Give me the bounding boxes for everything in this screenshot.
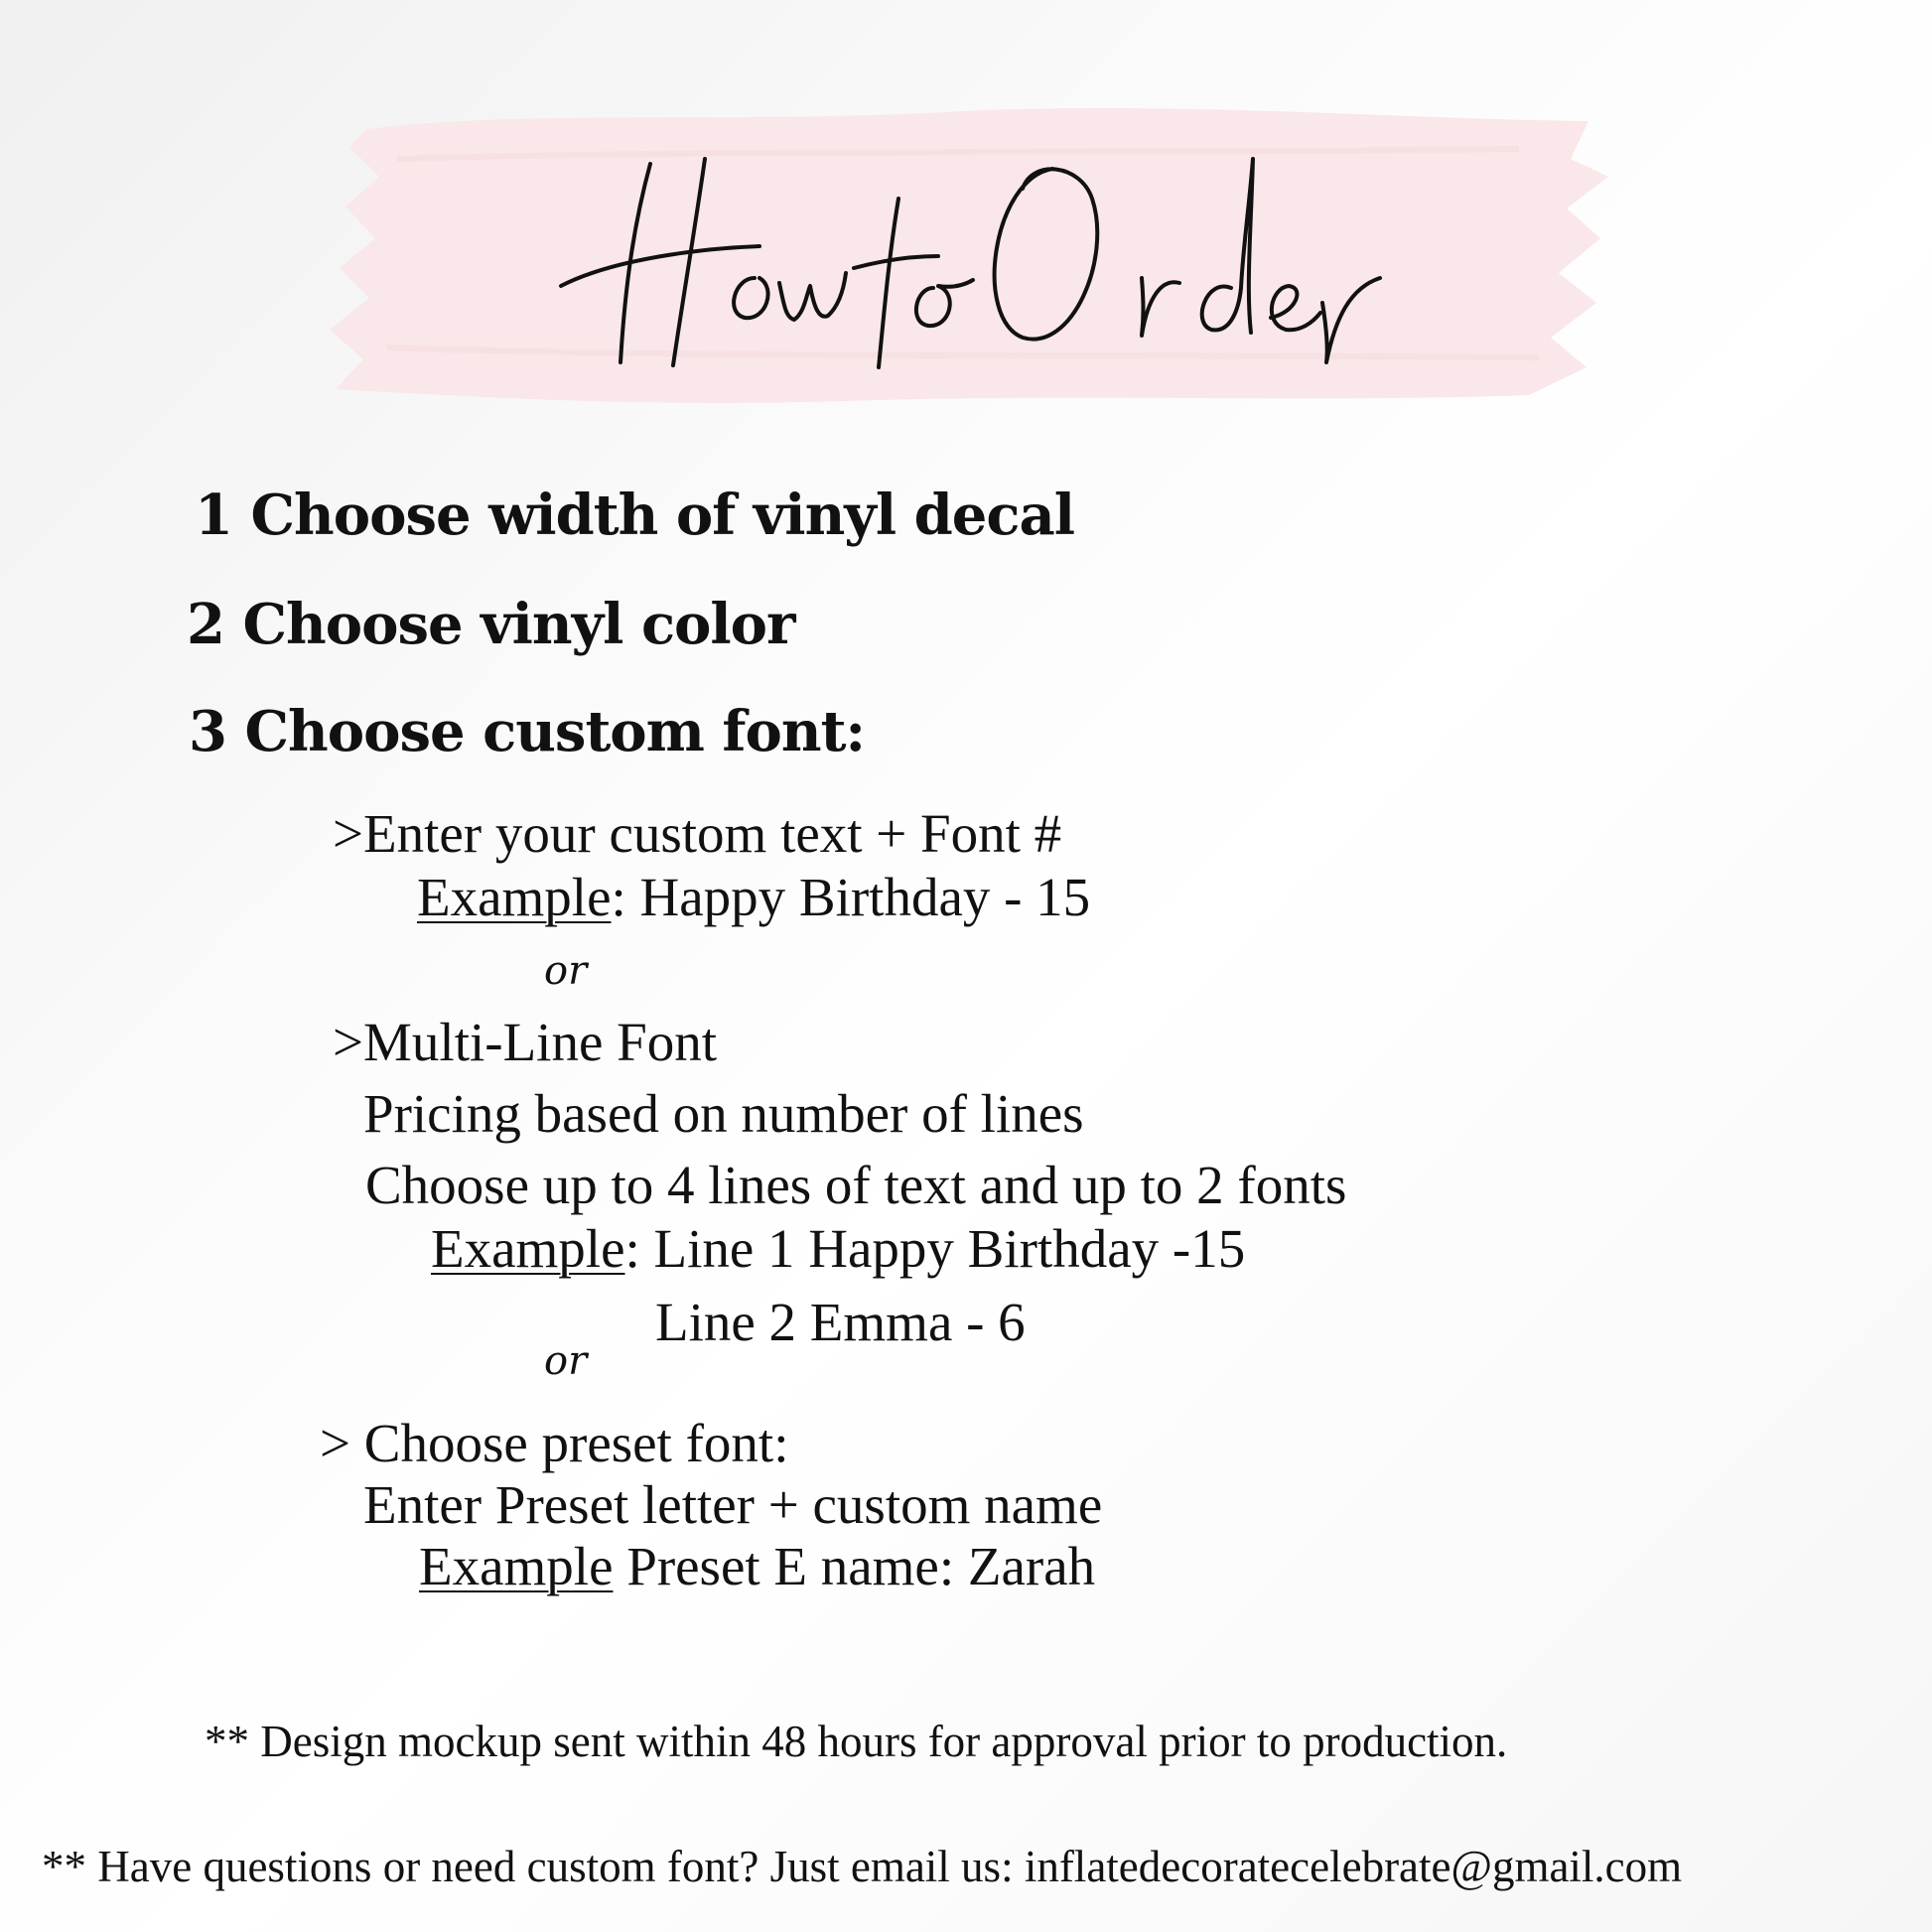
multi-line-example: [431, 1217, 1245, 1280]
or-divider-2: or: [544, 1338, 588, 1384]
option-custom-text-example: [417, 866, 1090, 928]
example-text: : Line 1 Happy Birthday -15: [624, 1218, 1246, 1279]
step-3: 3 Choose custom font:: [189, 699, 866, 764]
example-label: Example: [417, 867, 612, 927]
example-label: Example: [419, 1536, 614, 1596]
example-label: Example: [431, 1218, 625, 1279]
how-to-order-script-title: [556, 139, 1390, 377]
note-design-mockup: ** Design mockup sent within 48 hours for approval prior to production.: [205, 1717, 1508, 1766]
option-preset-font: > Choose preset font:: [320, 1413, 789, 1473]
or-divider-1: or: [544, 948, 588, 994]
multi-line-limits: Choose up to 4 lines of text and up to 2 fonts: [365, 1155, 1347, 1215]
multi-line-pricing: Pricing based on number of lines: [363, 1083, 1084, 1144]
note-contact-email: ** Have questions or need custom font? Just email us: inflatedecoratecelebrate@gmail.com: [42, 1842, 1683, 1891]
step-1: 1 Choose width of vinyl decal: [195, 483, 1075, 548]
option-multi-line-font: >Multi-Line Font: [333, 1012, 717, 1072]
multi-line-example-line-2: Line 2 Emma - 6: [655, 1292, 1026, 1352]
example-text: Preset E name: Zarah: [613, 1536, 1096, 1596]
preset-instruction: Enter Preset letter + custom name: [363, 1474, 1103, 1535]
preset-example: [419, 1535, 1095, 1597]
example-text: : Happy Birthday - 15: [611, 867, 1091, 927]
option-custom-text-line: >Enter your custom text + Font #: [333, 803, 1062, 864]
step-2: 2 Choose vinyl color: [187, 592, 795, 657]
